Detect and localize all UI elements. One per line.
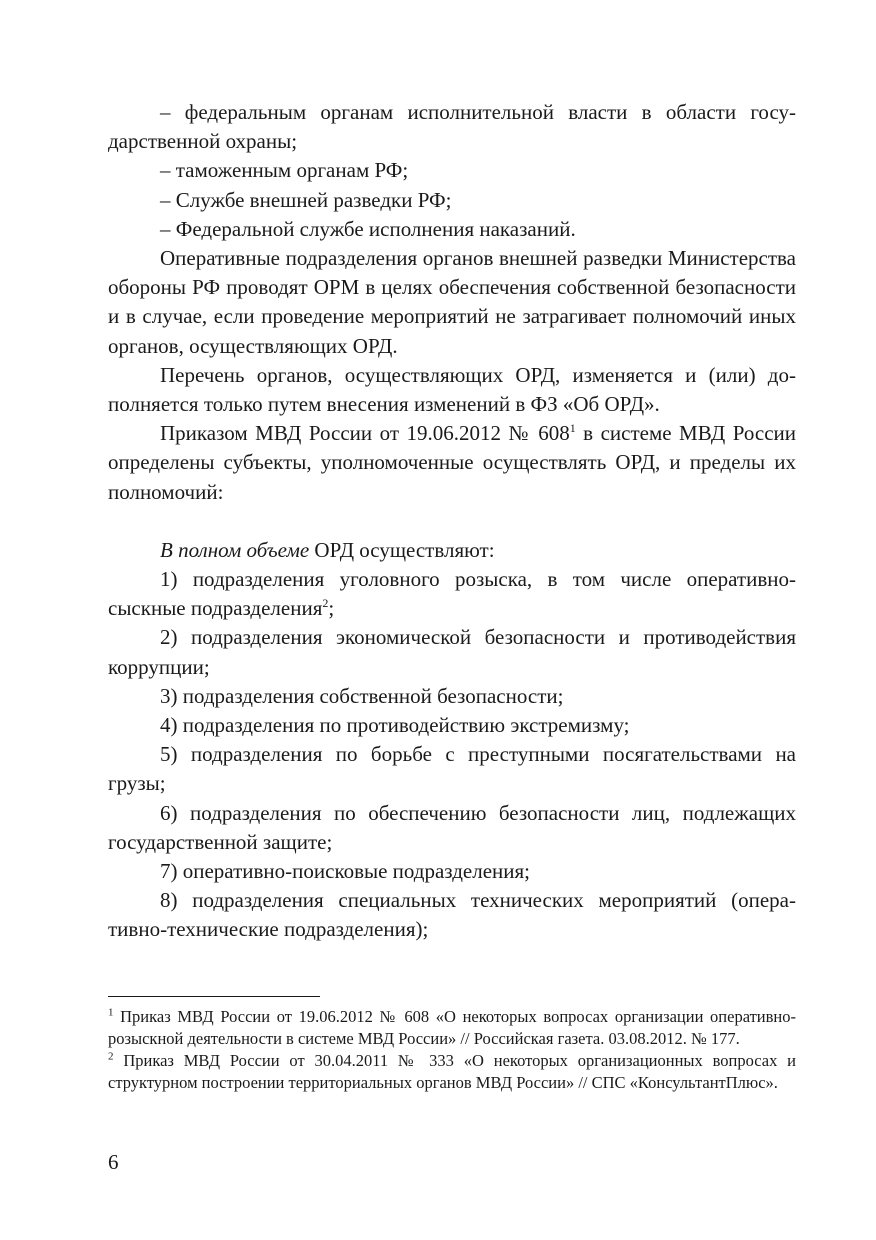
full-scope-rest: ОРД осуществляют: <box>309 537 495 562</box>
footnote-mark-2: 2 <box>108 1050 114 1063</box>
paragraph-fsin: – Федеральной службе исполнения наказаний. <box>160 216 576 241</box>
list-item-5: 5) подразделения по борьбе с преступными посягательствами на грузы; <box>108 742 796 796</box>
footnote-mark-1: 1 <box>108 1006 114 1019</box>
list-item-4: 4) подразделения по противодействию экстремизму; <box>160 713 630 738</box>
footnote-ref-1[interactable]: 1 <box>569 421 576 436</box>
footnote-1 <box>108 1006 796 1050</box>
order-text-after: в системе МВД России определены субъекты, уполномоченные осуществлять ОРД, и пределы их полномочий: <box>108 421 797 504</box>
full-scope-italic: В полном объеме <box>160 537 310 562</box>
paragraph-order <box>108 419 796 507</box>
paragraph-fso: – федеральным органам исполнительной власти в области государственной охраны; <box>108 100 796 154</box>
order-text-before: Приказом МВД России от 19.06.2012 № 608 <box>160 421 570 446</box>
paragraph-gap <box>108 507 796 536</box>
paragraph-mod-intelligence: Оперативные подразделения органов внешней разведки Министерства обороны РФ проводят ОРМ в целях обеспечения собственной безопасности и в случае, если проведение мероприятий не затрагивает полномочий иных органов, осуществляющих ОРД. <box>108 246 796 358</box>
list-item-1 <box>108 565 796 623</box>
footnote-separator <box>108 996 320 997</box>
list-item-text: 1) подразделения уголовного розыска, в том числе оперативно-сыскные подразделения <box>108 567 796 621</box>
list-item-6: 6) подразделения по обеспечению безопасности лиц, подлежащих государственной защите; <box>108 800 796 854</box>
paragraph-svr: – Службе внешней разведки РФ; <box>160 187 452 212</box>
footnote-text-2: Приказ МВД России от 30.04.2011 № 333 «О некоторых организационных вопросах и структурном построении территориальных органов МВД России» // СПС «КонсультантПлюс». <box>108 1051 796 1092</box>
list-item-8: 8) подразделения специальных технических мероприятий (оперативно-технические подразделения); <box>108 888 796 942</box>
footnote-2 <box>108 1050 796 1094</box>
list-item-tail: ; <box>328 596 335 621</box>
paragraph-customs: – таможенным органам РФ; <box>160 158 409 183</box>
footnote-text-1: Приказ МВД России от 19.06.2012 № 608 «О некоторых вопросах организации оперативно-розыскной деятельности в системе МВД России» // Российская газета. 03.08.2012. № 177. <box>108 1007 796 1048</box>
footnotes <box>108 1006 796 1094</box>
paragraph-full-scope <box>108 536 796 565</box>
footnote-ref-2[interactable]: 2 <box>322 596 329 611</box>
main-text <box>108 98 796 945</box>
page-number: 6 <box>108 1150 119 1174</box>
paragraph-list-changes: Перечень органов, осуществляющих ОРД, изменяется и (или) дополняется только путем внесения изменений в ФЗ «Об ОРД». <box>108 362 796 417</box>
list-item-3: 3) подразделения собственной безопасности; <box>160 683 564 708</box>
list-item-7: 7) оперативно-поисковые подразделения; <box>160 859 531 884</box>
list-item-2: 2) подразделения экономической безопасности и противодействия коррупции; <box>108 625 796 679</box>
